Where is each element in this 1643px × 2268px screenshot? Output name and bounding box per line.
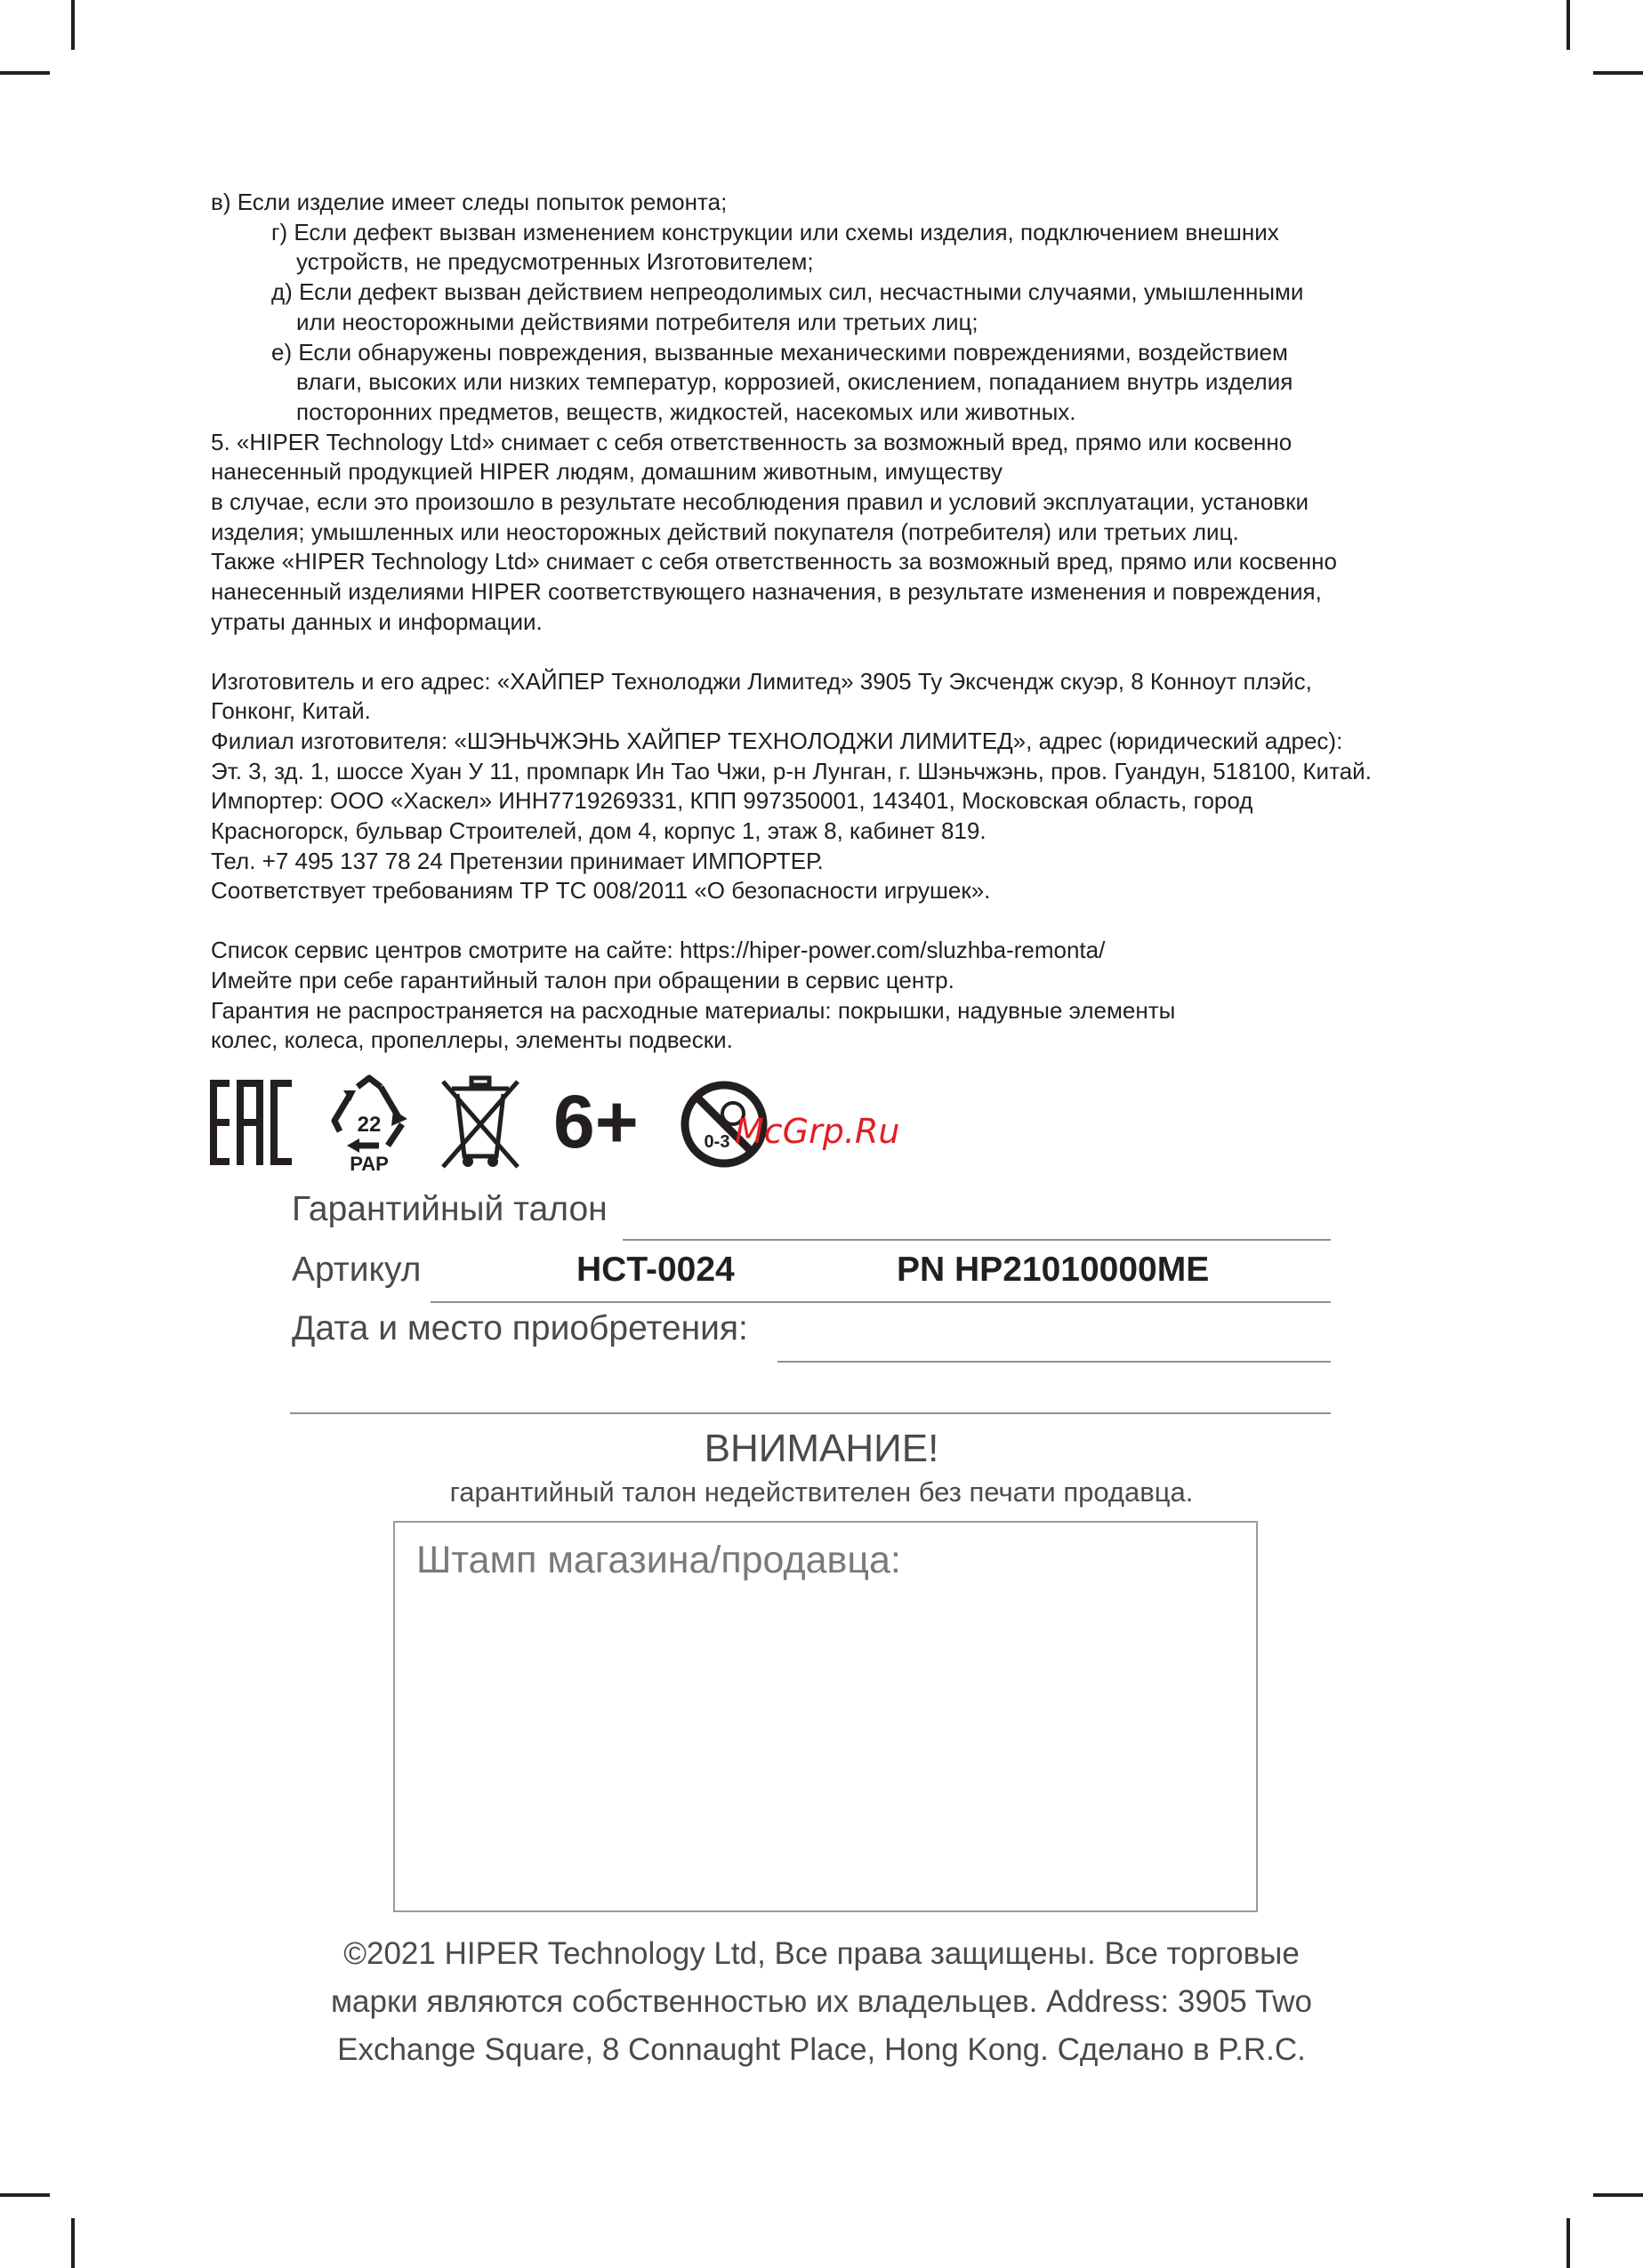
manufacturer-line: Тел. +7 495 137 78 24 Претензии принимает ИМПОРТЕР. (211, 847, 824, 874)
article-pn: PN HP21010000ME (897, 1251, 1210, 1289)
crop-mark-bottom-left-v (71, 2218, 75, 2268)
terms-line: посторонних предметов, веществ, жидкостей, насекомых или животных. (296, 398, 1076, 425)
recycle-code: 22 (357, 1113, 382, 1137)
manufacturer-line: Соответствует требованиям ТР ТС 008/2011 «О безопасности игрушек». (211, 877, 991, 905)
manufacturer-line: Филиал изготовителя: «ШЭНЬЧЖЭНЬ ХАЙПЕР ТЕХНОЛОДЖИ ЛИМИТЕД», адрес (юридический адрес): (211, 727, 1343, 754)
date-underline (777, 1361, 1331, 1363)
crop-mark-bottom-right-v (1566, 2218, 1570, 2268)
terms-line: нанесенный изделиями HIPER соответствующего назначения, в результате изменения и повреждения, (211, 578, 1322, 606)
crop-mark-top-left-h (0, 71, 50, 75)
watermark: McGrp.Ru (735, 1112, 900, 1151)
crop-mark-top-right-v (1566, 0, 1570, 50)
terms-line: 5. «HIPER Technology Ltd» снимает с себя ответственность за возможный вред, прямо или косвенно (211, 428, 1293, 455)
article-label: Артикул (292, 1251, 422, 1289)
stamp-label: Штамп магазина/продавца: (416, 1539, 901, 1581)
service-line: колес, колеса, пропеллеры, элементы подвески. (211, 1026, 733, 1054)
manufacturer-line: Гонконг, Китай. (211, 697, 371, 725)
copyright-line: марки являются собственностью их владельцев. Address: 3905 Two (330, 1984, 1313, 2019)
article-underline (431, 1301, 1331, 1303)
manufacturer-line: Изготовитель и его адрес: «ХАЙПЕР Технолоджи Лимитед» 3905 Ту Эксчендж скуэр, 8 Конноут плэйс, (211, 667, 1312, 695)
document-body (211, 188, 1527, 1056)
terms-line: в) Если изделие имеет следы попыток ремонта; (211, 189, 728, 215)
service-line: Имейте при себе гарантийный талон при обращении в сервис центр. (211, 966, 954, 993)
copyright-line: ©2021 HIPER Technology Ltd, Все права защищены. Все торговые (343, 1936, 1300, 1971)
copyright-line: Exchange Square, 8 Connaught Place, Hong Kong. Сделано в P.R.C. (337, 2032, 1306, 2067)
terms-line: Также «HIPER Technology Ltd» снимает с себя ответственность за возможный вред, прямо или косвенно (211, 548, 1337, 575)
warranty-card-title: Гарантийный талон (292, 1190, 608, 1228)
terms-line: е) Если обнаружены повреждения, вызванные механическими повреждениями, воздействием (271, 338, 1288, 366)
manufacturer-line: Импортер: ООО «Хаскел» ИНН7719269331, КПП 997350001, 143401, Московская область, город (211, 787, 1253, 815)
article-code: HCT-0024 (576, 1251, 735, 1289)
terms-line: утраты данных и информации. (211, 607, 543, 635)
copyright (0, 1930, 1643, 2074)
crop-mark-top-right-h (1593, 71, 1643, 75)
attention-title: ВНИМАНИЕ! (704, 1427, 939, 1470)
recycle-icon (326, 1074, 413, 1174)
terms-line: изделия; умышленных или неосторожных действий покупателя (потребителя) или третьих лиц. (211, 518, 1239, 545)
manufacturer-line: Красногорск, бульвар Строителей, дом 4, корпус 1, этаж 8, кабинет 819. (211, 817, 987, 845)
crop-mark-bottom-right-h (1593, 2193, 1643, 2197)
terms-line: д) Если дефект вызван действием непреодолимых сил, несчастными случаями, умышленными (271, 278, 1304, 306)
crossed-bin-icon (439, 1074, 521, 1174)
service-line: Список сервис центров смотрите на сайте: https://hiper-power.com/sluzhba-remonta/ (211, 937, 1106, 964)
terms-line: влаги, высоких или низких температур, коррозией, окислением, попаданием внутрь изделия (296, 368, 1293, 396)
terms-line: или неосторожными действиями потребителя или третьих лиц; (296, 308, 979, 335)
recycle-material: PAP (350, 1153, 389, 1174)
crop-mark-bottom-left-h (0, 2193, 50, 2197)
terms-line: г) Если дефект вызван изменением конструкции или схемы изделия, подключением внешних (271, 218, 1279, 245)
attention-note: гарантийный талон недействителен без печати продавца. (449, 1476, 1194, 1508)
age-rating: 6+ (553, 1080, 639, 1163)
service-line: Гарантия не распространяется на расходные материалы: покрышки, надувные элементы (211, 996, 1176, 1024)
warranty-terms (211, 188, 1527, 638)
manufacturer-line: Эт. 3, зд. 1, шоссе Хуан У 11, промпарк Ин Тао Чжи, р-н Лунган, г. Шэньчжэнь, пров. Гуандун, 518100, Китай. (211, 757, 1372, 784)
terms-line: в случае, если это произошло в результате несоблюдения правил и условий эксплуатации, установки (211, 488, 1309, 516)
service-info (211, 936, 1527, 1056)
terms-line: устройств, не предусмотренных Изготовителем; (296, 248, 814, 276)
title-underline (623, 1239, 1331, 1241)
purchase-date-label: Дата и место приобретения: (292, 1309, 748, 1347)
manufacturer-info (211, 667, 1527, 907)
crop-mark-top-left-v (71, 0, 75, 50)
date-second-line (290, 1412, 1331, 1414)
age-warning-text: 0-3 (704, 1132, 730, 1152)
eac-mark-icon (210, 1080, 292, 1165)
terms-line: нанесенный продукцией HIPER людям, домашним животным, имуществу (211, 458, 1003, 486)
